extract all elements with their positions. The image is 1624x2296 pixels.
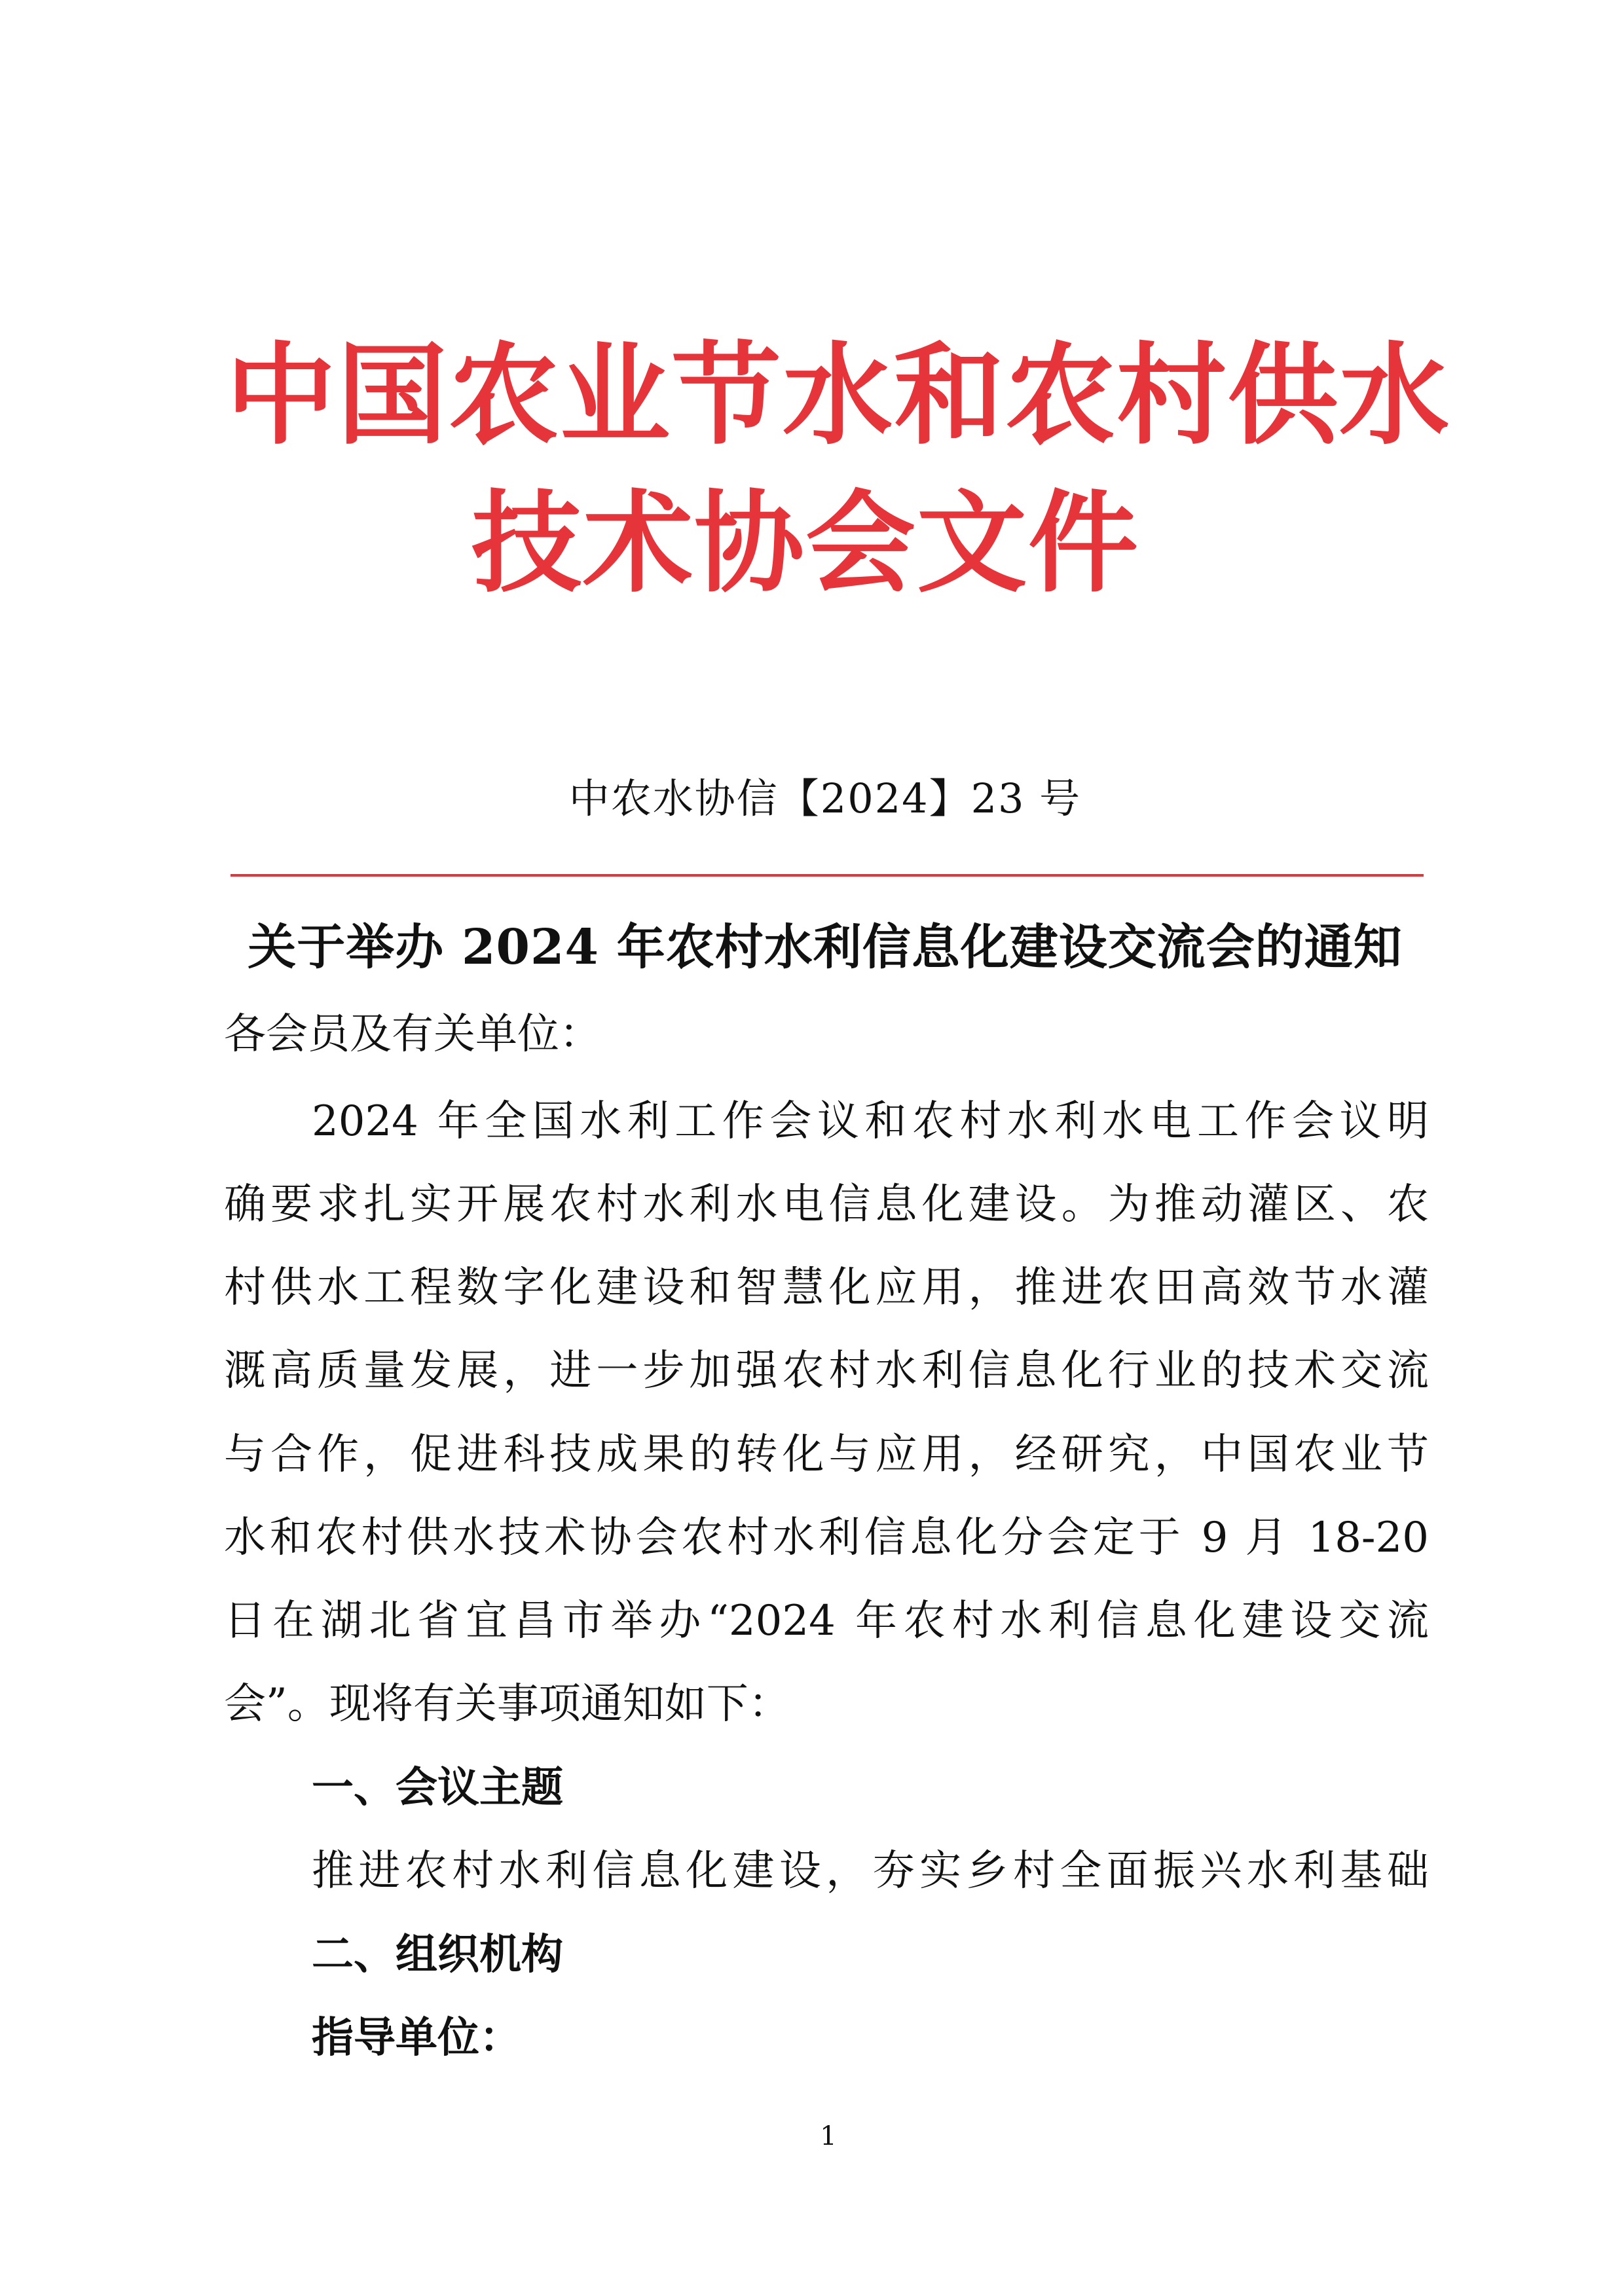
intro-line-2: 确要求扎实开展农村水利水电信息化建设。为推动灌区、农 bbox=[224, 1180, 1429, 1229]
intro-line-3: 村供水工程数字化建设和智慧化应用，推进农田高效节水灌 bbox=[224, 1264, 1429, 1312]
intro-line-1: 2024 年全国水利工作会议和农村水利水电工作会议明 bbox=[312, 1097, 1429, 1146]
document-header-line-1: 中国农业节水和农村供水 bbox=[226, 331, 1450, 460]
notice-title: 关于举办 2024 年农村水利信息化建设交流会的通知 bbox=[248, 919, 1403, 975]
intro-line-8: 会”。现将有关事项通知如下： bbox=[224, 1680, 790, 1728]
section-1-body: 推进农村水利信息化建设，夯实乡村全面振兴水利基础 bbox=[312, 1847, 1429, 1895]
document-number: 中农水协信【2024】23 号 bbox=[568, 774, 1082, 822]
page-number: 1 bbox=[820, 2121, 837, 2151]
document-header-line-2: 技术协会文件 bbox=[471, 479, 1139, 608]
intro-line-7: 日在湖北省宜昌市举办“2024 年农村水利信息化建设交流 bbox=[224, 1597, 1429, 1645]
salutation: 各会员及有关单位： bbox=[224, 1010, 601, 1059]
red-divider-line bbox=[231, 874, 1424, 877]
section-2-subheading: 指导单位： bbox=[312, 2013, 521, 2062]
section-2-heading: 二、组织机构 bbox=[312, 1930, 563, 1979]
intro-line-5: 与合作，促进科技成果的转化与应用，经研究，中国农业节 bbox=[224, 1430, 1429, 1479]
intro-line-4: 溉高质量发展，进一步加强农村水利信息化行业的技术交流 bbox=[224, 1347, 1429, 1395]
section-1-heading: 一、会议主题 bbox=[312, 1763, 563, 1812]
intro-line-6: 水和农村供水技术协会农村水利信息化分会定于 9 月 18-20 bbox=[224, 1514, 1429, 1562]
